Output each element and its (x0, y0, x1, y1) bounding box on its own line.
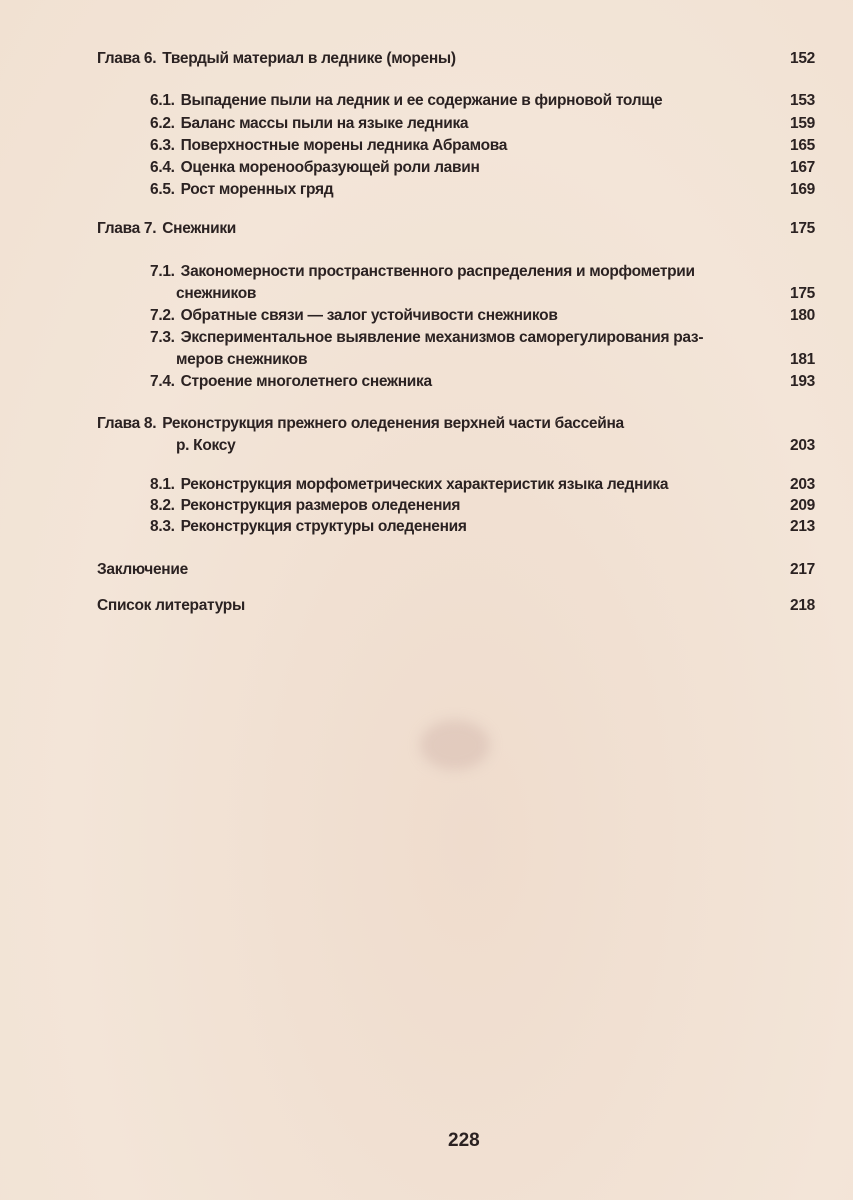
entry-label: 7.1. (150, 263, 175, 280)
toc-section-6-3 (150, 135, 815, 157)
toc-section-7-3 (150, 327, 815, 371)
entry-page: 167 (790, 159, 815, 176)
toc-section-6-2 (150, 113, 815, 135)
entry-page: 218 (790, 597, 815, 614)
toc-references (97, 595, 815, 617)
entry-title: Обратные связи — залог устойчивости снежников (180, 307, 558, 324)
dot-leader (460, 48, 783, 70)
entry-page: 209 (790, 497, 815, 514)
dot-leader (511, 135, 783, 157)
toc-chapter-7 (97, 218, 815, 240)
entry-title: Твердый материал в леднике (морены) (162, 50, 456, 67)
entry-label: 6.1. (150, 92, 175, 109)
toc-section-6-4 (150, 157, 815, 179)
entry-page: 175 (790, 285, 815, 302)
entry-title: Снежники (162, 220, 237, 237)
paper-stain (420, 720, 490, 770)
entry-title: Экспериментальное выявление механизмов саморегулирования раз- (180, 329, 704, 346)
dot-leader (471, 516, 783, 538)
entry-page: 181 (790, 351, 815, 368)
dot-leader (562, 305, 783, 327)
entry-page: 165 (790, 137, 815, 154)
entry-label: 6.3. (150, 137, 175, 154)
toc-section-8-2 (150, 495, 815, 517)
dot-leader (260, 283, 783, 305)
entry-title: Оценка моренообразующей роли лавин (180, 159, 480, 176)
dot-leader (472, 113, 783, 135)
entry-label: 8.1. (150, 476, 175, 493)
entry-page: 159 (790, 115, 815, 132)
dot-leader (240, 218, 783, 240)
entry-label: Глава 6. (97, 50, 157, 67)
entry-page: 180 (790, 307, 815, 324)
dot-leader (672, 474, 783, 496)
entry-label: 6.5. (150, 181, 175, 198)
toc-section-8-1 (150, 474, 815, 496)
toc-section-7-2 (150, 305, 815, 327)
entry-title: Список литературы (97, 597, 245, 614)
dot-leader (464, 495, 783, 517)
entry-title: Строение многолетнего снежника (180, 373, 432, 390)
entry-page: 213 (790, 518, 815, 535)
entry-title: Закономерности пространственного распределения и морфометрии (180, 263, 695, 280)
toc-section-8-3 (150, 516, 815, 538)
toc-section-6-5 (150, 179, 815, 201)
toc-conclusion (97, 559, 815, 581)
toc-chapter-6 (97, 48, 815, 70)
entry-label: 6.4. (150, 159, 175, 176)
toc-chapter-8 (97, 413, 815, 457)
dot-leader (192, 559, 783, 581)
dot-leader (239, 435, 783, 457)
entry-label: 8.3. (150, 518, 175, 535)
entry-title: Реконструкция структуры оледенения (180, 518, 467, 535)
entry-title: Баланс массы пыли на языке ледника (180, 115, 469, 132)
entry-title-continued: меров снежников (176, 351, 308, 368)
toc-section-7-4 (150, 371, 815, 393)
entry-page: 153 (790, 92, 815, 109)
dot-leader (337, 179, 783, 201)
dot-leader (484, 157, 783, 179)
dot-leader (311, 349, 783, 371)
entry-title-continued: снежников (176, 285, 257, 302)
entry-page: 152 (790, 50, 815, 67)
entry-title: Реконструкция прежнего оледенения верхней части бассейна (162, 415, 624, 432)
entry-page: 203 (790, 437, 815, 454)
entry-title: Поверхностные морены ледника Абрамова (180, 137, 508, 154)
entry-label: 7.4. (150, 373, 175, 390)
toc-section-6-1 (150, 90, 815, 112)
dot-leader (249, 595, 783, 617)
entry-label: 7.2. (150, 307, 175, 324)
entry-page: 203 (790, 476, 815, 493)
entry-label: Глава 8. (97, 415, 157, 432)
entry-page: 175 (790, 220, 815, 237)
page-number: 228 (448, 1130, 480, 1151)
entry-title-continued: р. Коксу (176, 437, 236, 454)
entry-title: Выпадение пыли на ледник и ее содержание в фирновой толще (180, 92, 663, 109)
toc-section-7-1 (150, 261, 815, 305)
dot-leader (436, 371, 783, 393)
entry-label: Глава 7. (97, 220, 157, 237)
entry-page: 193 (790, 373, 815, 390)
entry-title: Реконструкция морфометрических характеристик языка ледника (180, 476, 669, 493)
entry-title: Рост моренных гряд (180, 181, 334, 198)
entry-label: 8.2. (150, 497, 175, 514)
entry-label: 7.3. (150, 329, 175, 346)
entry-title: Реконструкция размеров оледенения (180, 497, 461, 514)
entry-title: Заключение (97, 561, 188, 578)
entry-page: 169 (790, 181, 815, 198)
entry-label: 6.2. (150, 115, 175, 132)
entry-page: 217 (790, 561, 815, 578)
dot-leader (666, 90, 783, 112)
